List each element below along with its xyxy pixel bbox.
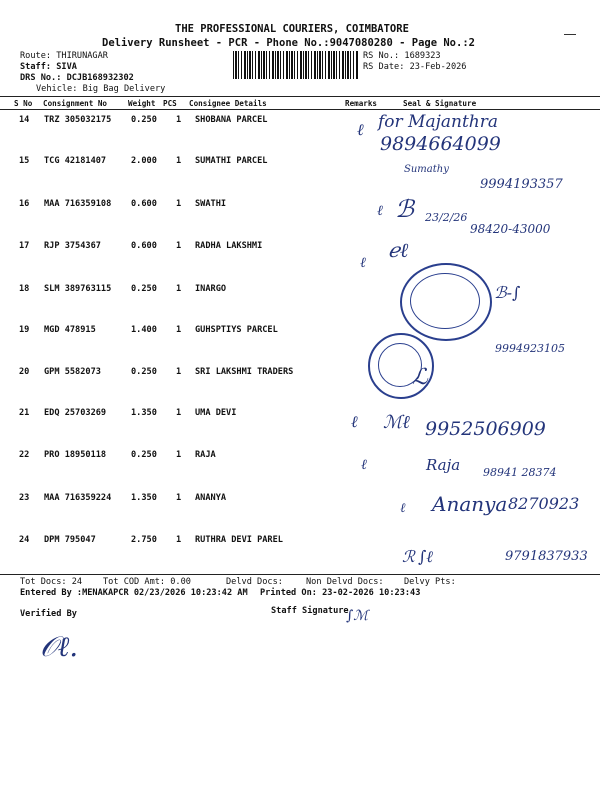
col-consignee: Consignee Details [189,99,267,108]
row-consignment: TRZ 305032175 [44,115,112,125]
row-weight: 0.250 [131,450,157,460]
handwritten-phone: 9994193357 [480,177,563,192]
col-consignment: Consignment No [43,99,108,108]
row-consignment: GPM 5582073 [44,367,101,377]
row-consignment: SLM 389763115 [44,284,112,294]
col-weight: Weight [128,99,156,108]
row-sno: 23 [19,493,30,503]
row-consignee: SUMATHI PARCEL [195,156,268,166]
verified-by-label: Verified By [20,609,77,619]
row-sno: 16 [19,199,30,209]
delivered-docs: Delvd Docs: [226,577,283,587]
row-weight: 0.600 [131,199,157,209]
printed-on: Printed On: 23-02-2026 10:23:43 [260,588,421,598]
row-pcs: 1 [176,284,182,294]
col-pcs: PCS [163,99,177,108]
row-sno: 17 [19,241,30,251]
row-sno: 15 [19,156,30,166]
row-pcs: 1 [176,199,182,209]
row-consignment: MAA 716359108 [44,199,112,209]
handwritten-signature: ℬ-∫ [494,283,521,302]
runsheet-subtitle: Delivery Runsheet - PCR - Phone No.:9047080280 - Page No.:2 [102,37,475,49]
row-consignee: ANANYA [195,493,227,503]
row-weight: 2.750 [131,535,157,545]
handwritten-phone: 8270923 [508,494,580,513]
row-consignee: SWATHI [195,199,227,209]
row-sno: 18 [19,284,30,294]
company-title: THE PROFESSIONAL COURIERS, COIMBATORE [175,23,409,35]
row-consignment: RJP 3754367 [44,241,101,251]
handwritten-signature: Ananya [432,492,508,516]
row-consignee: RUTHRA DEVI PAREL [195,535,283,545]
row-consignee: RAJA [195,450,216,460]
drs-number: DRS No.: DCJB168932302 [20,73,134,83]
staff-signature-label: Staff Signature [271,606,349,616]
row-weight: 0.250 [131,367,157,377]
tick-mark: ℓ [357,120,364,139]
row-consignment: TCG 42181407 [44,156,107,166]
verifier-signature: 𝒪ℓ. [40,630,79,663]
row-pcs: 1 [176,493,182,503]
barcode [233,51,359,79]
handwritten-date: 23/2/26 [425,211,468,224]
handwritten-phone: 9952506909 [425,418,546,440]
row-consignee: INARGO [195,284,227,294]
row-weight: 1.350 [131,408,157,418]
corner-mark [564,34,576,35]
header-bottom-rule [0,109,600,110]
tick-mark: ℓ [377,203,383,219]
row-sno: 20 [19,367,30,377]
row-sno: 14 [19,115,30,125]
row-sno: 22 [19,450,30,460]
row-sno: 19 [19,325,30,335]
handwritten-signature: Raja [426,456,461,474]
handwritten-signature: ℛ ∫ℓ [402,547,433,566]
handwritten-receiver: for Majanthra [378,112,498,132]
col-seal-signature: Seal & Signature [403,99,477,108]
handwritten-phone: 98941 28374 [483,466,557,479]
row-consignment: MAA 716359224 [44,493,112,503]
total-cod-amount: Tot COD Amt: 0.00 [103,577,191,587]
row-weight: 0.250 [131,284,157,294]
row-pcs: 1 [176,241,182,251]
handwritten-phone: 9894664099 [380,133,501,155]
col-remarks: Remarks [345,99,378,108]
row-consignment: MGD 478915 [44,325,96,335]
handwritten-phone: 9994923105 [495,342,565,355]
row-pcs: 1 [176,156,182,166]
entered-by: Entered By :MENAKAPCR 02/23/2026 10:23:42 AM [20,588,248,598]
footer-top-rule [0,574,600,575]
row-sno: 21 [19,408,30,418]
row-consignee: SHOBANA PARCEL [195,115,268,125]
row-weight: 1.350 [131,493,157,503]
row-consignment: DPM 795047 [44,535,96,545]
non-delivered-docs: Non Delvd Docs: [306,577,384,587]
row-consignment: EDQ 25703269 [44,408,107,418]
row-pcs: 1 [176,325,182,335]
delivery-points: Delvy Pts: [404,577,456,587]
tick-mark: ℓ [361,457,367,473]
row-consignment: PRO 18950118 [44,450,107,460]
handwritten-phone: 98420-43000 [470,222,551,236]
row-pcs: 1 [176,115,182,125]
col-sno: S No [14,99,33,108]
row-pcs: 1 [176,535,182,545]
total-docs: Tot Docs: 24 [20,577,83,587]
vehicle-label: Vehicle: Big Bag Delivery [36,84,166,94]
rs-number: RS No.: 1689323 [363,51,441,61]
row-weight: 0.600 [131,241,157,251]
row-consignee: SRI LAKSHMI TRADERS [195,367,294,377]
staff-signature: ∫ℳ [346,608,369,624]
row-pcs: 1 [176,408,182,418]
row-sno: 24 [19,535,30,545]
rs-date: RS Date: 23-Feb-2026 [363,62,467,72]
row-consignee: RADHA LAKSHMI [195,241,263,251]
row-weight: 0.250 [131,115,157,125]
handwritten-phone: 9791837933 [505,549,588,564]
handwritten-signature: ℒ [412,365,428,390]
row-pcs: 1 [176,367,182,377]
row-pcs: 1 [176,450,182,460]
row-weight: 2.000 [131,156,157,166]
row-consignee: UMA DEVI [195,408,237,418]
handwritten-signature: ℯℓ [388,238,409,262]
staff-label: Staff: SIVA [20,62,77,72]
handwritten-signature: ℳℓ [383,412,410,433]
tick-mark: ℓ [351,412,358,431]
header-top-rule [0,96,600,97]
row-weight: 1.400 [131,325,157,335]
handwritten-signature: ℬ [395,195,414,223]
row-consignee: GUHSPTIYS PARCEL [195,325,278,335]
route-label: Route: THIRUNAGAR [20,51,108,61]
tick-mark: ℓ [400,501,406,516]
tick-mark: ℓ [360,255,366,271]
company-round-stamp [400,263,492,341]
handwritten-signature: Sumathy [404,164,449,175]
